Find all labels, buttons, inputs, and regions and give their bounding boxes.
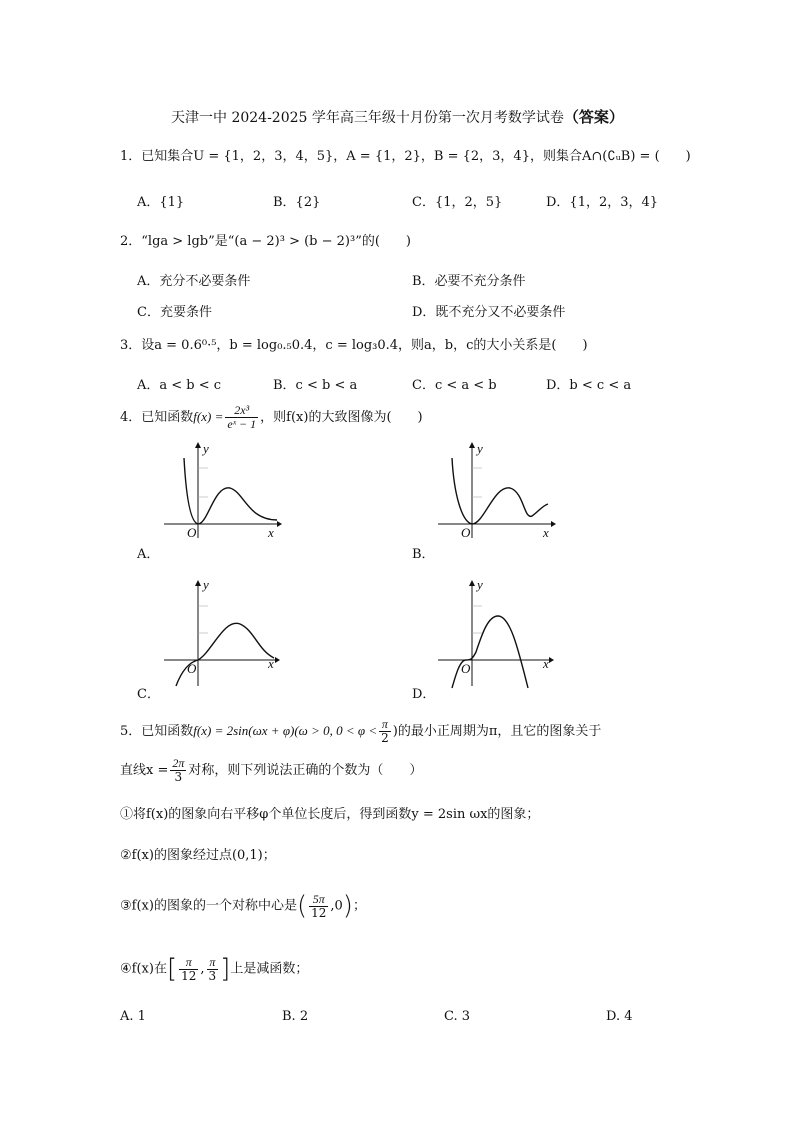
q5-statement-3: ③f(x)的图象的一个对称中心是( $\frac{5\pi}{12}$ ,0)； (120, 891, 366, 921)
q2-option-c[interactable]: C．充要条件 (137, 305, 212, 320)
graph-a-x-label: x (268, 525, 274, 540)
title-text: 天津一中 2024-2025 学年高三年级十月份第一次月考数学试卷 (171, 110, 564, 126)
q3-option-a[interactable]: A．a < b < c (137, 378, 222, 393)
q5-line1: 5．已知函数f(x) = 2sin(ωx + φ)(ω > 0, 0 < φ < $\frac{\pi}{2}$ )的最小正周期为π，且它的图象关于 (120, 717, 602, 745)
q1-option-a[interactable]: A．{1} (137, 195, 185, 210)
title-suffix: （答案） (563, 108, 624, 126)
graph-b-x-label: x (543, 525, 549, 540)
q5-statement-2: ②f(x)的图象经过点(0,1)； (120, 848, 276, 863)
q4-option-d[interactable]: D． (412, 687, 436, 702)
q5-option-c[interactable]: C. 3 (444, 1009, 471, 1024)
graph-b-origin: O (461, 525, 471, 540)
graph-d-origin: O (461, 661, 471, 676)
graph-a (162, 440, 282, 540)
q5-statement-1: ①将f(x)的图象向右平移φ个单位长度后，得到函数y = 2sin ωx的图象； (120, 807, 540, 822)
q5-option-a[interactable]: A. 1 (120, 1009, 146, 1024)
q2-option-a[interactable]: A．充分不必要条件 (137, 274, 251, 289)
graph-b-y-label: y (477, 441, 483, 456)
q3-option-d[interactable]: D．b < c < a (546, 378, 632, 393)
graph-a-origin: O (187, 525, 197, 540)
q4-stem: 4．已知函数f(x) = $\frac{\text{2x³}}{\text{eˣ − 1}}$ ，则f(x)的大致图像为( ) (120, 403, 423, 431)
graph-c-x-label: x (268, 656, 274, 671)
q5-line2: 直线x = $\frac{2\pi}{3}$ 对称，则下列说法正确的个数为（ ） (120, 756, 423, 784)
graph-d-y-label: y (477, 577, 483, 592)
q1-option-d[interactable]: D．{1，2，3，4} (546, 195, 659, 210)
q3-stem: 3．设a = 0.6⁰·⁵，b = log₀.₅0.4，c = log₃0.4，则a，b，c的大小关系是( ) (120, 338, 588, 353)
q5-statement-4: ④f(x)在[ $\frac{\pi}{12}$ , $\frac{\pi}{3}$ ]上是减函数； (120, 954, 309, 984)
q2-stem: 2．“lga > lgb”是“(a − 2)³ > (b − 2)³”的( ) (120, 234, 411, 249)
graph-c-origin: O (187, 661, 197, 676)
q4-option-a[interactable]: A． (137, 547, 160, 562)
q3-option-b[interactable]: B．c < b < a (273, 378, 358, 393)
page-title (171, 108, 624, 127)
graph-d (436, 578, 556, 688)
q2-option-b[interactable]: B．必要不充分条件 (412, 274, 526, 289)
q1-stem: 1．已知集合U = {1，2，3，4，5}，A = {1，2}，B = {2，3，4}，则集合A∩(∁ᵤB) = ( ) (120, 149, 691, 164)
q5-option-d[interactable]: D. 4 (606, 1009, 633, 1024)
q3-option-c[interactable]: C．c < a < b (412, 378, 497, 393)
q4-fraction: $\frac{\text{2x³}}{\text{eˣ − 1}}$ (227, 403, 257, 431)
graph-d-x-label: x (543, 656, 549, 671)
q4-option-c[interactable]: C． (137, 687, 160, 702)
q2-option-d[interactable]: D．既不充分又不必要条件 (412, 305, 566, 320)
q1-option-b[interactable]: B．{2} (273, 195, 321, 210)
graph-c-y-label: y (203, 577, 209, 592)
graph-a-y-label: y (203, 441, 209, 456)
graph-b (436, 440, 556, 540)
q4-option-b[interactable]: B． (412, 547, 435, 562)
q5-option-b[interactable]: B. 2 (282, 1009, 309, 1024)
graph-c (162, 578, 282, 688)
q1-option-c[interactable]: C．{1，2，5} (412, 195, 503, 210)
